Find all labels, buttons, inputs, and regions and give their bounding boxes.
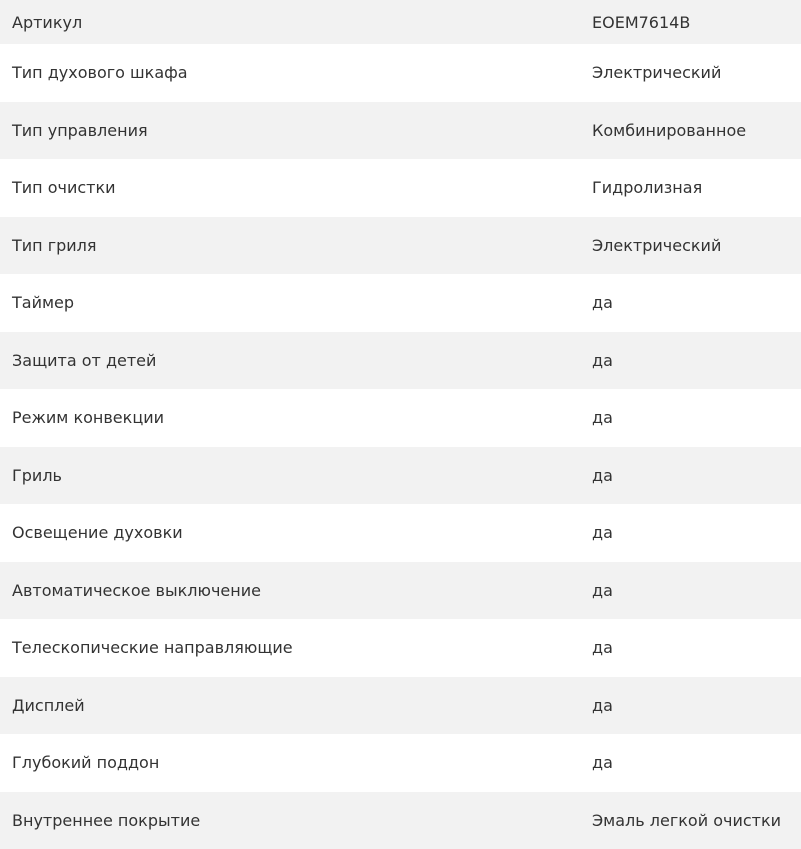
spec-row-child-lock: [0, 332, 801, 390]
spec-label: Телескопические направляющие: [0, 638, 580, 657]
spec-value: да: [580, 351, 801, 370]
spec-value: да: [580, 581, 801, 600]
spec-row-article: [0, 0, 801, 44]
spec-row-display: [0, 677, 801, 735]
spec-value: Электрический: [580, 236, 801, 255]
spec-value: да: [580, 753, 801, 772]
spec-row-oven-type: [0, 44, 801, 102]
spec-row-grill-type: [0, 217, 801, 275]
spec-value: Гидролизная: [580, 178, 801, 197]
spec-row-cleaning-type: [0, 159, 801, 217]
spec-label: Автоматическое выключение: [0, 581, 580, 600]
spec-value: Эмаль легкой очистки: [580, 811, 801, 830]
spec-row-telescopic-rails: [0, 619, 801, 677]
spec-label: Освещение духовки: [0, 523, 580, 542]
spec-label: Тип духового шкафа: [0, 63, 580, 82]
spec-row-convection: [0, 389, 801, 447]
spec-value: EOEM7614B: [580, 13, 801, 32]
spec-value: да: [580, 523, 801, 542]
spec-row-control-type: [0, 102, 801, 160]
spec-row-grill: [0, 447, 801, 505]
spec-label: Режим конвекции: [0, 408, 580, 427]
spec-label: Артикул: [0, 13, 580, 32]
spec-label: Тип очистки: [0, 178, 580, 197]
spec-label: Защита от детей: [0, 351, 580, 370]
spec-row-oven-light: [0, 504, 801, 562]
spec-value: да: [580, 408, 801, 427]
spec-row-timer: [0, 274, 801, 332]
spec-row-auto-off: [0, 562, 801, 620]
spec-label: Таймер: [0, 293, 580, 312]
spec-label: Тип гриля: [0, 236, 580, 255]
spec-value: да: [580, 696, 801, 715]
spec-label: Дисплей: [0, 696, 580, 715]
spec-label: Гриль: [0, 466, 580, 485]
spec-value: да: [580, 638, 801, 657]
spec-label: Внутреннее покрытие: [0, 811, 580, 830]
spec-label: Тип управления: [0, 121, 580, 140]
spec-label: Глубокий поддон: [0, 753, 580, 772]
spec-value: Комбинированное: [580, 121, 801, 140]
spec-row-deep-tray: [0, 734, 801, 792]
spec-value: да: [580, 293, 801, 312]
spec-value: Электрический: [580, 63, 801, 82]
spec-row-interior-coating: [0, 792, 801, 849]
spec-value: да: [580, 466, 801, 485]
